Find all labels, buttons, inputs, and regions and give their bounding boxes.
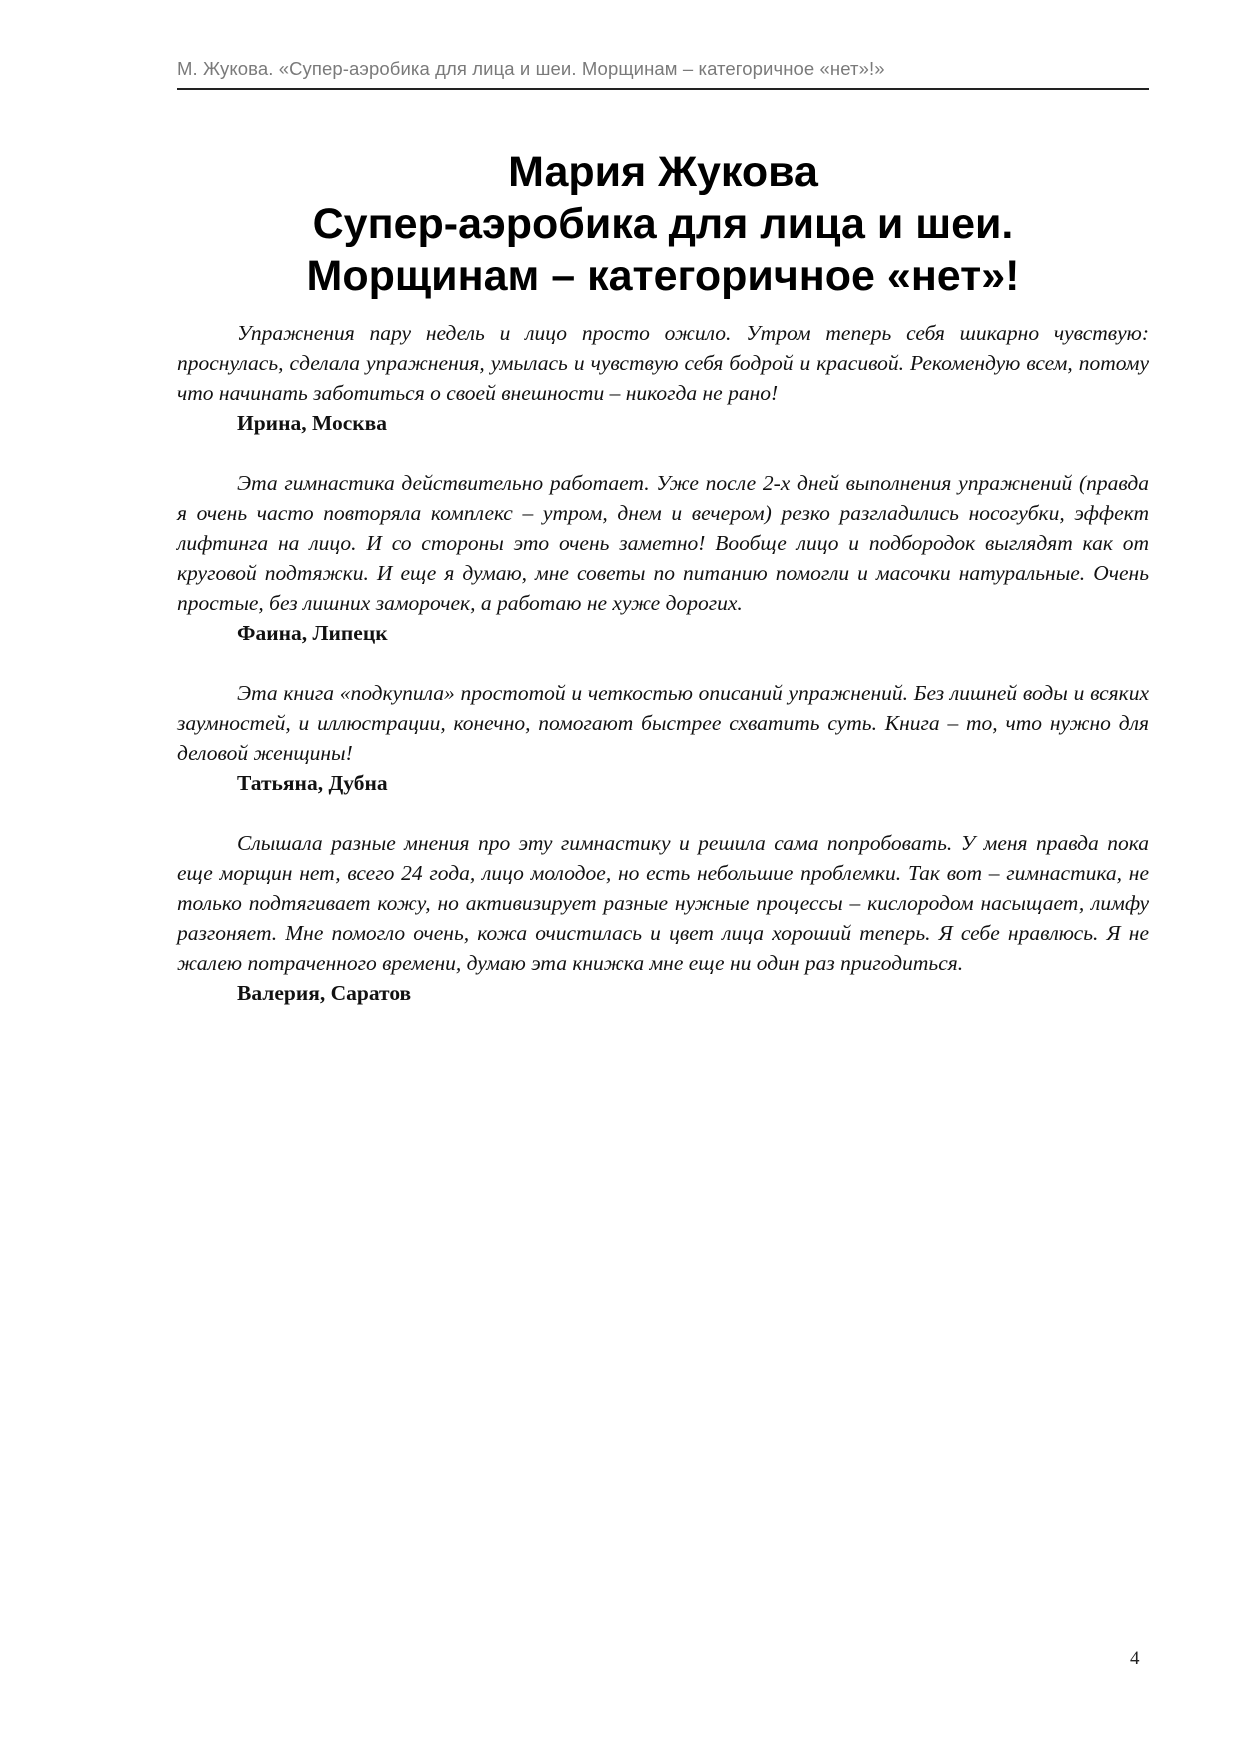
title-author: Мария Жукова — [508, 148, 818, 196]
review-author: Валерия, Саратов — [237, 981, 412, 1005]
review-author: Фаина, Липецк — [237, 621, 388, 645]
page-title — [177, 146, 1149, 302]
running-header: М. Жукова. «Супер-аэробика для лица и шеи. Морщинам – категоричное «нет»!» — [177, 58, 885, 79]
review-text: Эта гимнастика действительно работает. Уже после 2-х дней выполнения упражнений (правда я очень часто повторяла комплекс – утром, днем и вечером) резко разгладились носогубки, эффект лифтинга на лицо. И со стороны это очень заметно! Вообще лицо и подбородок выглядят как от круговой подтяжки. И еще я думаю, мне советы по питанию помогли и масочки натуральные. Очень простые, без лишних заморочек, а работаю не хуже дорогих. — [177, 471, 1149, 615]
reviews-section — [177, 318, 1149, 1038]
title-subtitle: Морщинам – категоричное «нет»! — [306, 252, 1020, 300]
review — [177, 828, 1149, 1008]
header-divider — [177, 88, 1149, 90]
review — [177, 318, 1149, 438]
review-author: Ирина, Москва — [237, 411, 388, 435]
review-text: Слышала разные мнения про эту гимнастику и решила сама попробовать. У меня правда пока еще морщин нет, всего 24 года, лицо молодое, но есть небольшие проблемки. Так вот – гимнастика, не только подтягивает кожу, но активизирует разные нужные процессы – кислородом насыщает, лимфу разгоняет. Мне помогло очень, кожа очистилась и цвет лица хороший теперь. Я себе нравлюсь. Я не жалею потраченного времени, думаю эта книжка мне еще ни один раз пригодиться. — [177, 831, 1149, 975]
title-main: Супер-аэробика для лица и шеи. — [312, 200, 1014, 248]
page-number: 4 — [1130, 1648, 1140, 1669]
review-text: Упражнения пару недель и лицо просто ожило. Утром теперь себя шикарно чувствую: проснулась, сделала упражнения, умылась и чувствую себя бодрой и красивой. Рекомендую всем, потому что начинать заботиться о своей внешности – никогда не рано! — [177, 321, 1149, 405]
review — [177, 468, 1149, 648]
review — [177, 678, 1149, 798]
review-text: Эта книга «подкупила» простотой и четкостью описаний упражнений. Без лишней воды и всяких заумностей, и иллюстрации, конечно, помогают быстрее схватить суть. Книга – то, что нужно для деловой женщины! — [177, 681, 1149, 765]
review-author: Татьяна, Дубна — [237, 771, 388, 795]
